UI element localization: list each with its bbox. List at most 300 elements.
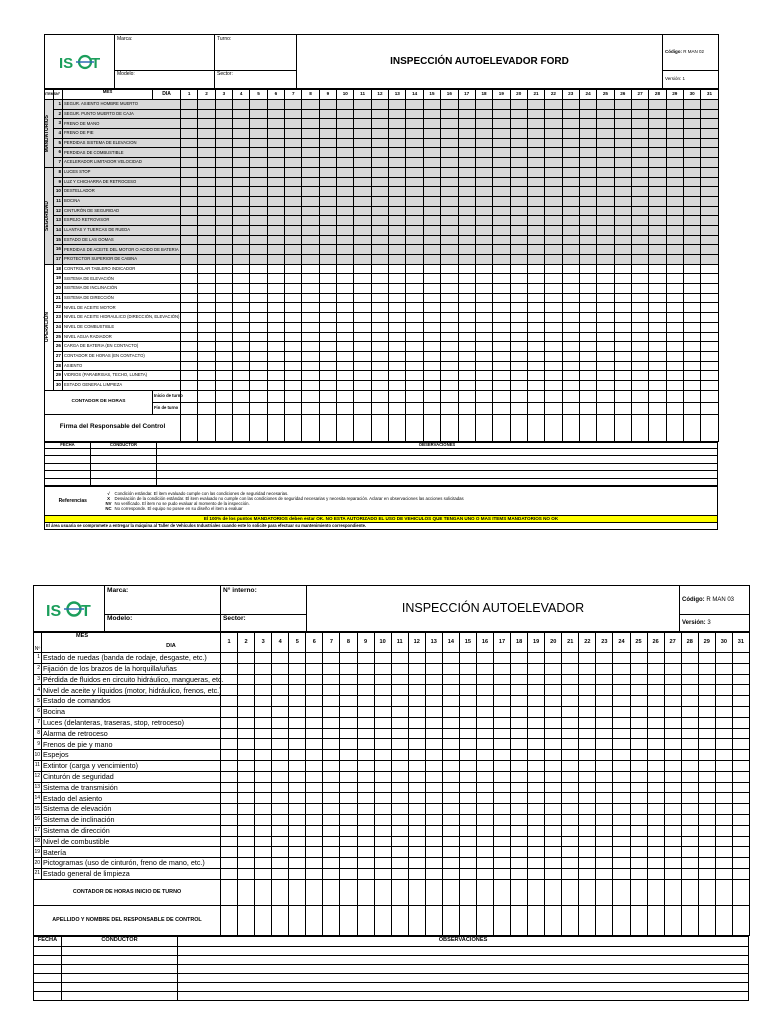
check-cell[interactable] xyxy=(664,728,681,739)
conductor-cell[interactable] xyxy=(62,946,178,955)
check-cell[interactable] xyxy=(494,653,511,664)
check-cell[interactable] xyxy=(255,696,272,707)
check-cell[interactable] xyxy=(337,148,354,158)
check-cell[interactable] xyxy=(323,663,340,674)
responsable-cell[interactable] xyxy=(476,905,493,935)
check-cell[interactable] xyxy=(198,148,215,158)
check-cell[interactable] xyxy=(613,814,630,825)
check-cell[interactable] xyxy=(458,225,475,235)
check-cell[interactable] xyxy=(732,858,749,869)
check-cell[interactable] xyxy=(302,371,319,381)
responsable-cell[interactable] xyxy=(442,905,459,935)
check-cell[interactable] xyxy=(408,771,425,782)
check-cell[interactable] xyxy=(354,361,371,371)
check-cell[interactable] xyxy=(425,814,442,825)
contador-cell[interactable] xyxy=(613,879,630,905)
fin-turno-cell[interactable] xyxy=(579,402,596,414)
check-cell[interactable] xyxy=(683,293,700,303)
check-cell[interactable] xyxy=(371,167,388,177)
check-cell[interactable] xyxy=(442,771,459,782)
check-cell[interactable] xyxy=(545,293,562,303)
check-cell[interactable] xyxy=(459,825,476,836)
check-cell[interactable] xyxy=(698,771,715,782)
check-cell[interactable] xyxy=(198,264,215,274)
check-cell[interactable] xyxy=(233,109,250,119)
check-cell[interactable] xyxy=(649,196,666,206)
check-cell[interactable] xyxy=(391,804,408,815)
check-cell[interactable] xyxy=(215,119,232,129)
check-cell[interactable] xyxy=(614,284,631,294)
check-cell[interactable] xyxy=(423,158,440,168)
conductor-cell[interactable] xyxy=(62,964,178,973)
check-cell[interactable] xyxy=(374,836,391,847)
check-cell[interactable] xyxy=(493,371,510,381)
check-cell[interactable] xyxy=(732,674,749,685)
check-cell[interactable] xyxy=(374,760,391,771)
check-cell[interactable] xyxy=(233,216,250,226)
check-cell[interactable] xyxy=(528,706,545,717)
check-cell[interactable] xyxy=(255,793,272,804)
check-cell[interactable] xyxy=(597,158,614,168)
firma-cell[interactable] xyxy=(631,414,648,441)
check-cell[interactable] xyxy=(630,728,647,739)
check-cell[interactable] xyxy=(579,814,596,825)
check-cell[interactable] xyxy=(181,264,198,274)
inicio-turno-cell[interactable] xyxy=(233,390,250,402)
check-cell[interactable] xyxy=(613,717,630,728)
check-cell[interactable] xyxy=(441,196,458,206)
check-cell[interactable] xyxy=(649,322,666,332)
check-cell[interactable] xyxy=(357,739,374,750)
check-cell[interactable] xyxy=(511,696,528,707)
check-cell[interactable] xyxy=(666,138,683,148)
check-cell[interactable] xyxy=(579,361,596,371)
check-cell[interactable] xyxy=(272,782,289,793)
check-cell[interactable] xyxy=(337,158,354,168)
check-cell[interactable] xyxy=(221,750,238,761)
check-cell[interactable] xyxy=(285,293,302,303)
check-cell[interactable] xyxy=(510,284,527,294)
check-cell[interactable] xyxy=(666,177,683,187)
check-cell[interactable] xyxy=(285,196,302,206)
contador-cell[interactable] xyxy=(408,879,425,905)
contador-cell[interactable] xyxy=(698,879,715,905)
check-cell[interactable] xyxy=(354,196,371,206)
check-cell[interactable] xyxy=(647,750,664,761)
check-cell[interactable] xyxy=(337,380,354,390)
check-cell[interactable] xyxy=(528,782,545,793)
check-cell[interactable] xyxy=(272,728,289,739)
contador-cell[interactable] xyxy=(357,879,374,905)
check-cell[interactable] xyxy=(442,847,459,858)
check-cell[interactable] xyxy=(302,380,319,390)
fin-turno-cell[interactable] xyxy=(302,402,319,414)
check-cell[interactable] xyxy=(272,653,289,664)
check-cell[interactable] xyxy=(630,782,647,793)
check-cell[interactable] xyxy=(233,158,250,168)
check-cell[interactable] xyxy=(250,342,267,352)
check-cell[interactable] xyxy=(701,167,718,177)
firma-cell[interactable] xyxy=(683,414,700,441)
check-cell[interactable] xyxy=(285,303,302,313)
check-cell[interactable] xyxy=(597,371,614,381)
check-cell[interactable] xyxy=(285,332,302,342)
check-cell[interactable] xyxy=(408,706,425,717)
check-cell[interactable] xyxy=(441,216,458,226)
check-cell[interactable] xyxy=(238,674,255,685)
check-cell[interactable] xyxy=(337,264,354,274)
check-cell[interactable] xyxy=(579,342,596,352)
check-cell[interactable] xyxy=(285,313,302,323)
check-cell[interactable] xyxy=(613,858,630,869)
check-cell[interactable] xyxy=(374,706,391,717)
check-cell[interactable] xyxy=(389,245,406,255)
fin-turno-cell[interactable] xyxy=(510,402,527,414)
check-cell[interactable] xyxy=(664,825,681,836)
check-cell[interactable] xyxy=(323,696,340,707)
check-cell[interactable] xyxy=(289,739,306,750)
check-cell[interactable] xyxy=(389,216,406,226)
check-cell[interactable] xyxy=(408,868,425,879)
check-cell[interactable] xyxy=(441,245,458,255)
check-cell[interactable] xyxy=(562,782,579,793)
check-cell[interactable] xyxy=(528,760,545,771)
check-cell[interactable] xyxy=(647,782,664,793)
check-cell[interactable] xyxy=(354,138,371,148)
check-cell[interactable] xyxy=(408,728,425,739)
check-cell[interactable] xyxy=(458,138,475,148)
check-cell[interactable] xyxy=(527,293,544,303)
check-cell[interactable] xyxy=(285,119,302,129)
check-cell[interactable] xyxy=(614,255,631,265)
check-cell[interactable] xyxy=(289,825,306,836)
contador-cell[interactable] xyxy=(647,879,664,905)
check-cell[interactable] xyxy=(579,196,596,206)
check-cell[interactable] xyxy=(545,264,562,274)
check-cell[interactable] xyxy=(683,196,700,206)
inicio-turno-cell[interactable] xyxy=(198,390,215,402)
check-cell[interactable] xyxy=(181,206,198,216)
check-cell[interactable] xyxy=(371,187,388,197)
check-cell[interactable] xyxy=(389,196,406,206)
check-cell[interactable] xyxy=(371,119,388,129)
observaciones-cell[interactable] xyxy=(157,456,718,464)
check-cell[interactable] xyxy=(562,674,579,685)
check-cell[interactable] xyxy=(272,696,289,707)
check-cell[interactable] xyxy=(181,380,198,390)
check-cell[interactable] xyxy=(614,274,631,284)
check-cell[interactable] xyxy=(425,717,442,728)
fin-turno-cell[interactable] xyxy=(562,402,579,414)
check-cell[interactable] xyxy=(250,138,267,148)
check-cell[interactable] xyxy=(666,245,683,255)
check-cell[interactable] xyxy=(272,804,289,815)
check-cell[interactable] xyxy=(267,313,284,323)
check-cell[interactable] xyxy=(631,196,648,206)
check-cell[interactable] xyxy=(302,313,319,323)
check-cell[interactable] xyxy=(562,303,579,313)
check-cell[interactable] xyxy=(562,717,579,728)
check-cell[interactable] xyxy=(527,351,544,361)
check-cell[interactable] xyxy=(631,380,648,390)
check-cell[interactable] xyxy=(425,804,442,815)
check-cell[interactable] xyxy=(562,148,579,158)
firma-cell[interactable] xyxy=(250,414,267,441)
check-cell[interactable] xyxy=(319,158,336,168)
firma-cell[interactable] xyxy=(302,414,319,441)
check-cell[interactable] xyxy=(215,245,232,255)
check-cell[interactable] xyxy=(614,196,631,206)
check-cell[interactable] xyxy=(683,380,700,390)
check-cell[interactable] xyxy=(666,206,683,216)
contador-cell[interactable] xyxy=(732,879,749,905)
check-cell[interactable] xyxy=(371,361,388,371)
check-cell[interactable] xyxy=(389,158,406,168)
responsable-cell[interactable] xyxy=(289,905,306,935)
check-cell[interactable] xyxy=(408,663,425,674)
check-cell[interactable] xyxy=(458,177,475,187)
check-cell[interactable] xyxy=(391,760,408,771)
check-cell[interactable] xyxy=(510,313,527,323)
check-cell[interactable] xyxy=(323,804,340,815)
firma-cell[interactable] xyxy=(597,414,614,441)
check-cell[interactable] xyxy=(701,342,718,352)
check-cell[interactable] xyxy=(545,825,562,836)
check-cell[interactable] xyxy=(406,158,423,168)
check-cell[interactable] xyxy=(423,187,440,197)
inicio-turno-cell[interactable] xyxy=(597,390,614,402)
check-cell[interactable] xyxy=(389,129,406,139)
check-cell[interactable] xyxy=(715,750,732,761)
check-cell[interactable] xyxy=(597,351,614,361)
firma-cell[interactable] xyxy=(233,414,250,441)
check-cell[interactable] xyxy=(701,245,718,255)
check-cell[interactable] xyxy=(323,653,340,664)
check-cell[interactable] xyxy=(354,225,371,235)
check-cell[interactable] xyxy=(285,216,302,226)
check-cell[interactable] xyxy=(267,119,284,129)
check-cell[interactable] xyxy=(475,167,492,177)
check-cell[interactable] xyxy=(562,274,579,284)
check-cell[interactable] xyxy=(649,100,666,110)
check-cell[interactable] xyxy=(631,235,648,245)
check-cell[interactable] xyxy=(510,100,527,110)
check-cell[interactable] xyxy=(459,793,476,804)
check-cell[interactable] xyxy=(666,235,683,245)
check-cell[interactable] xyxy=(441,293,458,303)
check-cell[interactable] xyxy=(215,100,232,110)
check-cell[interactable] xyxy=(681,685,698,696)
fecha-cell[interactable] xyxy=(45,471,91,479)
check-cell[interactable] xyxy=(698,793,715,804)
check-cell[interactable] xyxy=(198,380,215,390)
check-cell[interactable] xyxy=(406,255,423,265)
check-cell[interactable] xyxy=(683,187,700,197)
inicio-turno-cell[interactable] xyxy=(683,390,700,402)
check-cell[interactable] xyxy=(649,187,666,197)
check-cell[interactable] xyxy=(562,750,579,761)
check-cell[interactable] xyxy=(545,858,562,869)
check-cell[interactable] xyxy=(649,303,666,313)
check-cell[interactable] xyxy=(233,196,250,206)
check-cell[interactable] xyxy=(255,706,272,717)
check-cell[interactable] xyxy=(302,235,319,245)
check-cell[interactable] xyxy=(666,303,683,313)
check-cell[interactable] xyxy=(406,187,423,197)
check-cell[interactable] xyxy=(389,177,406,187)
firma-cell[interactable] xyxy=(614,414,631,441)
check-cell[interactable] xyxy=(545,696,562,707)
check-cell[interactable] xyxy=(597,284,614,294)
check-cell[interactable] xyxy=(458,293,475,303)
check-cell[interactable] xyxy=(666,255,683,265)
check-cell[interactable] xyxy=(510,148,527,158)
check-cell[interactable] xyxy=(698,836,715,847)
check-cell[interactable] xyxy=(528,653,545,664)
check-cell[interactable] xyxy=(562,380,579,390)
check-cell[interactable] xyxy=(181,361,198,371)
check-cell[interactable] xyxy=(389,138,406,148)
check-cell[interactable] xyxy=(613,674,630,685)
check-cell[interactable] xyxy=(306,836,323,847)
check-cell[interactable] xyxy=(354,255,371,265)
check-cell[interactable] xyxy=(527,361,544,371)
check-cell[interactable] xyxy=(391,739,408,750)
check-cell[interactable] xyxy=(701,196,718,206)
check-cell[interactable] xyxy=(181,245,198,255)
check-cell[interactable] xyxy=(510,235,527,245)
check-cell[interactable] xyxy=(545,167,562,177)
check-cell[interactable] xyxy=(371,332,388,342)
check-cell[interactable] xyxy=(255,728,272,739)
check-cell[interactable] xyxy=(545,332,562,342)
check-cell[interactable] xyxy=(647,696,664,707)
check-cell[interactable] xyxy=(423,225,440,235)
check-cell[interactable] xyxy=(319,264,336,274)
fecha-cell[interactable] xyxy=(34,973,62,982)
check-cell[interactable] xyxy=(475,206,492,216)
check-cell[interactable] xyxy=(425,663,442,674)
inicio-turno-cell[interactable] xyxy=(458,390,475,402)
check-cell[interactable] xyxy=(371,206,388,216)
check-cell[interactable] xyxy=(285,284,302,294)
check-cell[interactable] xyxy=(631,206,648,216)
check-cell[interactable] xyxy=(701,187,718,197)
check-cell[interactable] xyxy=(527,225,544,235)
check-cell[interactable] xyxy=(354,351,371,361)
check-cell[interactable] xyxy=(442,825,459,836)
conductor-cell[interactable] xyxy=(62,982,178,991)
check-cell[interactable] xyxy=(545,674,562,685)
check-cell[interactable] xyxy=(476,717,493,728)
check-cell[interactable] xyxy=(285,274,302,284)
check-cell[interactable] xyxy=(357,825,374,836)
check-cell[interactable] xyxy=(510,322,527,332)
check-cell[interactable] xyxy=(371,264,388,274)
contador-cell[interactable] xyxy=(562,879,579,905)
responsable-cell[interactable] xyxy=(357,905,374,935)
check-cell[interactable] xyxy=(510,216,527,226)
check-cell[interactable] xyxy=(579,284,596,294)
check-cell[interactable] xyxy=(732,728,749,739)
check-cell[interactable] xyxy=(406,351,423,361)
sector-field[interactable] xyxy=(221,615,307,632)
check-cell[interactable] xyxy=(389,264,406,274)
responsable-cell[interactable] xyxy=(425,905,442,935)
inicio-turno-cell[interactable] xyxy=(215,390,232,402)
check-cell[interactable] xyxy=(340,750,357,761)
check-cell[interactable] xyxy=(545,836,562,847)
check-cell[interactable] xyxy=(715,653,732,664)
check-cell[interactable] xyxy=(545,177,562,187)
check-cell[interactable] xyxy=(579,109,596,119)
check-cell[interactable] xyxy=(614,342,631,352)
inicio-turno-cell[interactable] xyxy=(527,390,544,402)
check-cell[interactable] xyxy=(527,380,544,390)
check-cell[interactable] xyxy=(732,717,749,728)
check-cell[interactable] xyxy=(545,685,562,696)
check-cell[interactable] xyxy=(698,717,715,728)
check-cell[interactable] xyxy=(597,235,614,245)
check-cell[interactable] xyxy=(510,380,527,390)
check-cell[interactable] xyxy=(408,674,425,685)
check-cell[interactable] xyxy=(306,782,323,793)
check-cell[interactable] xyxy=(597,264,614,274)
check-cell[interactable] xyxy=(613,663,630,674)
check-cell[interactable] xyxy=(302,167,319,177)
check-cell[interactable] xyxy=(631,361,648,371)
check-cell[interactable] xyxy=(494,663,511,674)
check-cell[interactable] xyxy=(527,245,544,255)
check-cell[interactable] xyxy=(715,825,732,836)
check-cell[interactable] xyxy=(406,225,423,235)
check-cell[interactable] xyxy=(664,685,681,696)
check-cell[interactable] xyxy=(510,361,527,371)
contador-cell[interactable] xyxy=(255,879,272,905)
inicio-turno-cell[interactable] xyxy=(562,390,579,402)
check-cell[interactable] xyxy=(289,858,306,869)
check-cell[interactable] xyxy=(255,858,272,869)
check-cell[interactable] xyxy=(181,322,198,332)
check-cell[interactable] xyxy=(579,303,596,313)
check-cell[interactable] xyxy=(233,361,250,371)
check-cell[interactable] xyxy=(302,245,319,255)
check-cell[interactable] xyxy=(357,804,374,815)
check-cell[interactable] xyxy=(458,109,475,119)
check-cell[interactable] xyxy=(423,303,440,313)
check-cell[interactable] xyxy=(285,138,302,148)
check-cell[interactable] xyxy=(267,158,284,168)
check-cell[interactable] xyxy=(408,696,425,707)
check-cell[interactable] xyxy=(198,274,215,284)
check-cell[interactable] xyxy=(340,760,357,771)
check-cell[interactable] xyxy=(337,351,354,361)
check-cell[interactable] xyxy=(493,274,510,284)
check-cell[interactable] xyxy=(681,728,698,739)
check-cell[interactable] xyxy=(683,225,700,235)
check-cell[interactable] xyxy=(527,216,544,226)
check-cell[interactable] xyxy=(597,342,614,352)
inicio-turno-cell[interactable] xyxy=(545,390,562,402)
check-cell[interactable] xyxy=(255,782,272,793)
check-cell[interactable] xyxy=(319,196,336,206)
check-cell[interactable] xyxy=(267,371,284,381)
check-cell[interactable] xyxy=(527,313,544,323)
check-cell[interactable] xyxy=(250,119,267,129)
check-cell[interactable] xyxy=(666,167,683,177)
check-cell[interactable] xyxy=(596,750,613,761)
check-cell[interactable] xyxy=(285,322,302,332)
